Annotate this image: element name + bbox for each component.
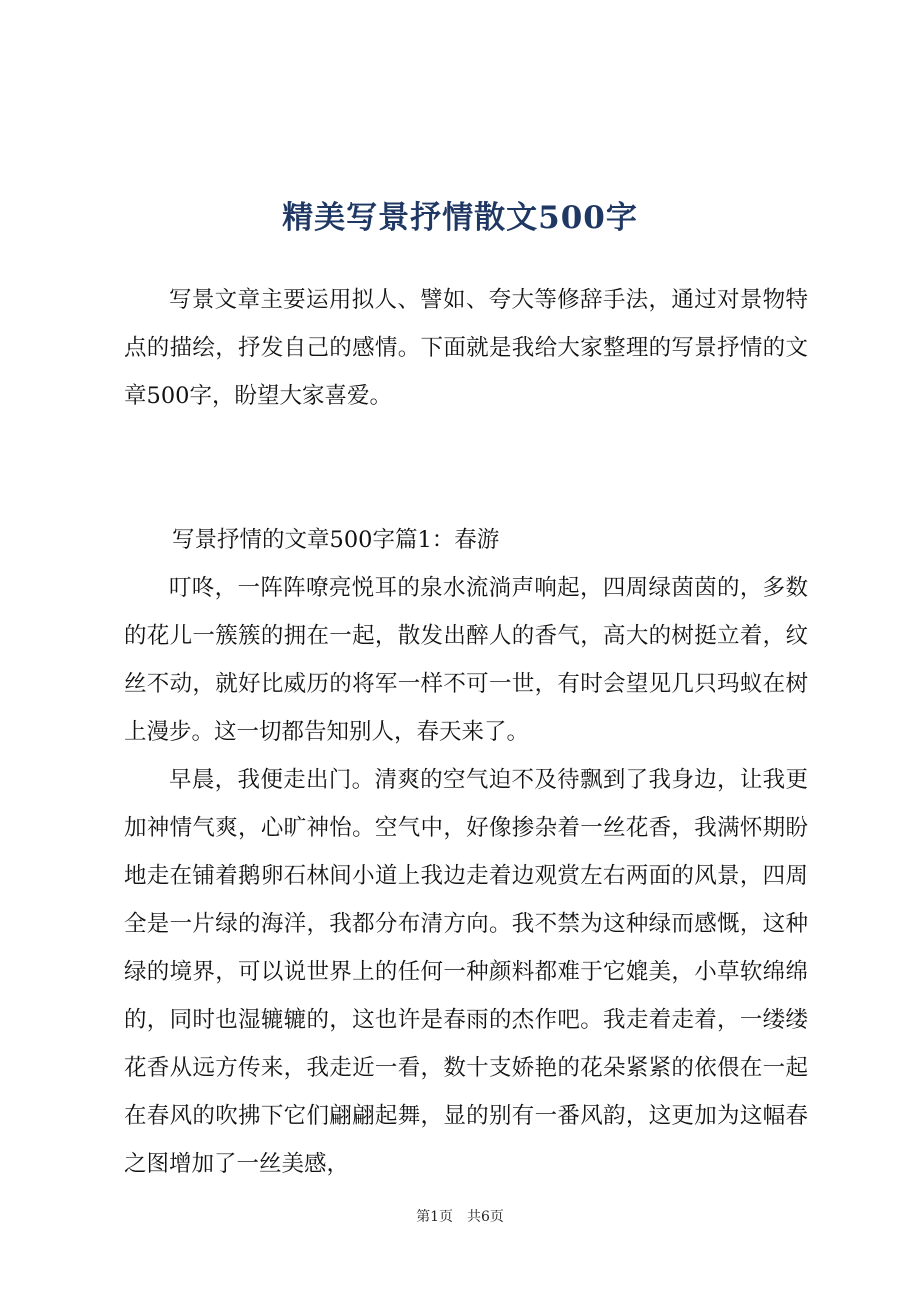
section-heading: 写景抒情的文章500字篇1：春游 xyxy=(172,527,500,553)
body-paragraph-1: 叮咚，一阵阵嘹亮悦耳的泉水流淌声响起，四周绿茵茵的，多数的花儿一簇簇的拥在一起，散发出醉人的香气，高大的树挺立着，纹丝不动，就好比威历的将军一样不可一世，有时会望见几只玛蚁在树上漫步。这一切都告知别人，春天来了。 xyxy=(124,575,808,745)
total-pages: 共6页 xyxy=(467,1209,504,1225)
body-paragraph-2: 早晨，我便走出门。清爽的空气迫不及待飘到了我身边，让我更加神情气爽，心旷神怡。空气中，好像掺杂着一丝花香，我满怀期盼地走在铺着鹅卵石林间小道上我边走着边观赏左右两面的风景，四周全是一片绿的海洋，我都分布清方向。我不禁为这种绿而感慨，这种绿的境界，可以说世界上的任何一种颜料都难于它媲美，小草软绵绵的，同时也湿辘辘的，这也许是春雨的杰作吧。我走着走着，一缕缕花香从远方传来，我走近一看，数十支娇艳的花朵紧紧的依偎在一起在春风的吹拂下它们翩翩起舞，显的别有一番风韵，这更加为这幅春之图增加了一丝美感， xyxy=(124,767,808,1177)
page-number: 第1页 xyxy=(416,1209,453,1225)
paragraph-spacer xyxy=(124,420,808,516)
page-footer xyxy=(0,1206,920,1226)
document-title: 精美写景抒情散文500字 xyxy=(282,200,638,236)
intro-paragraph: 写景文章主要运用拟人、譬如、夸大等修辞手法，通过对景物特点的描绘，抒发自己的感情。下面就是我给大家整理的写景抒情的文章500字，盼望大家喜爱。 xyxy=(124,287,808,409)
document-body xyxy=(124,276,808,1188)
